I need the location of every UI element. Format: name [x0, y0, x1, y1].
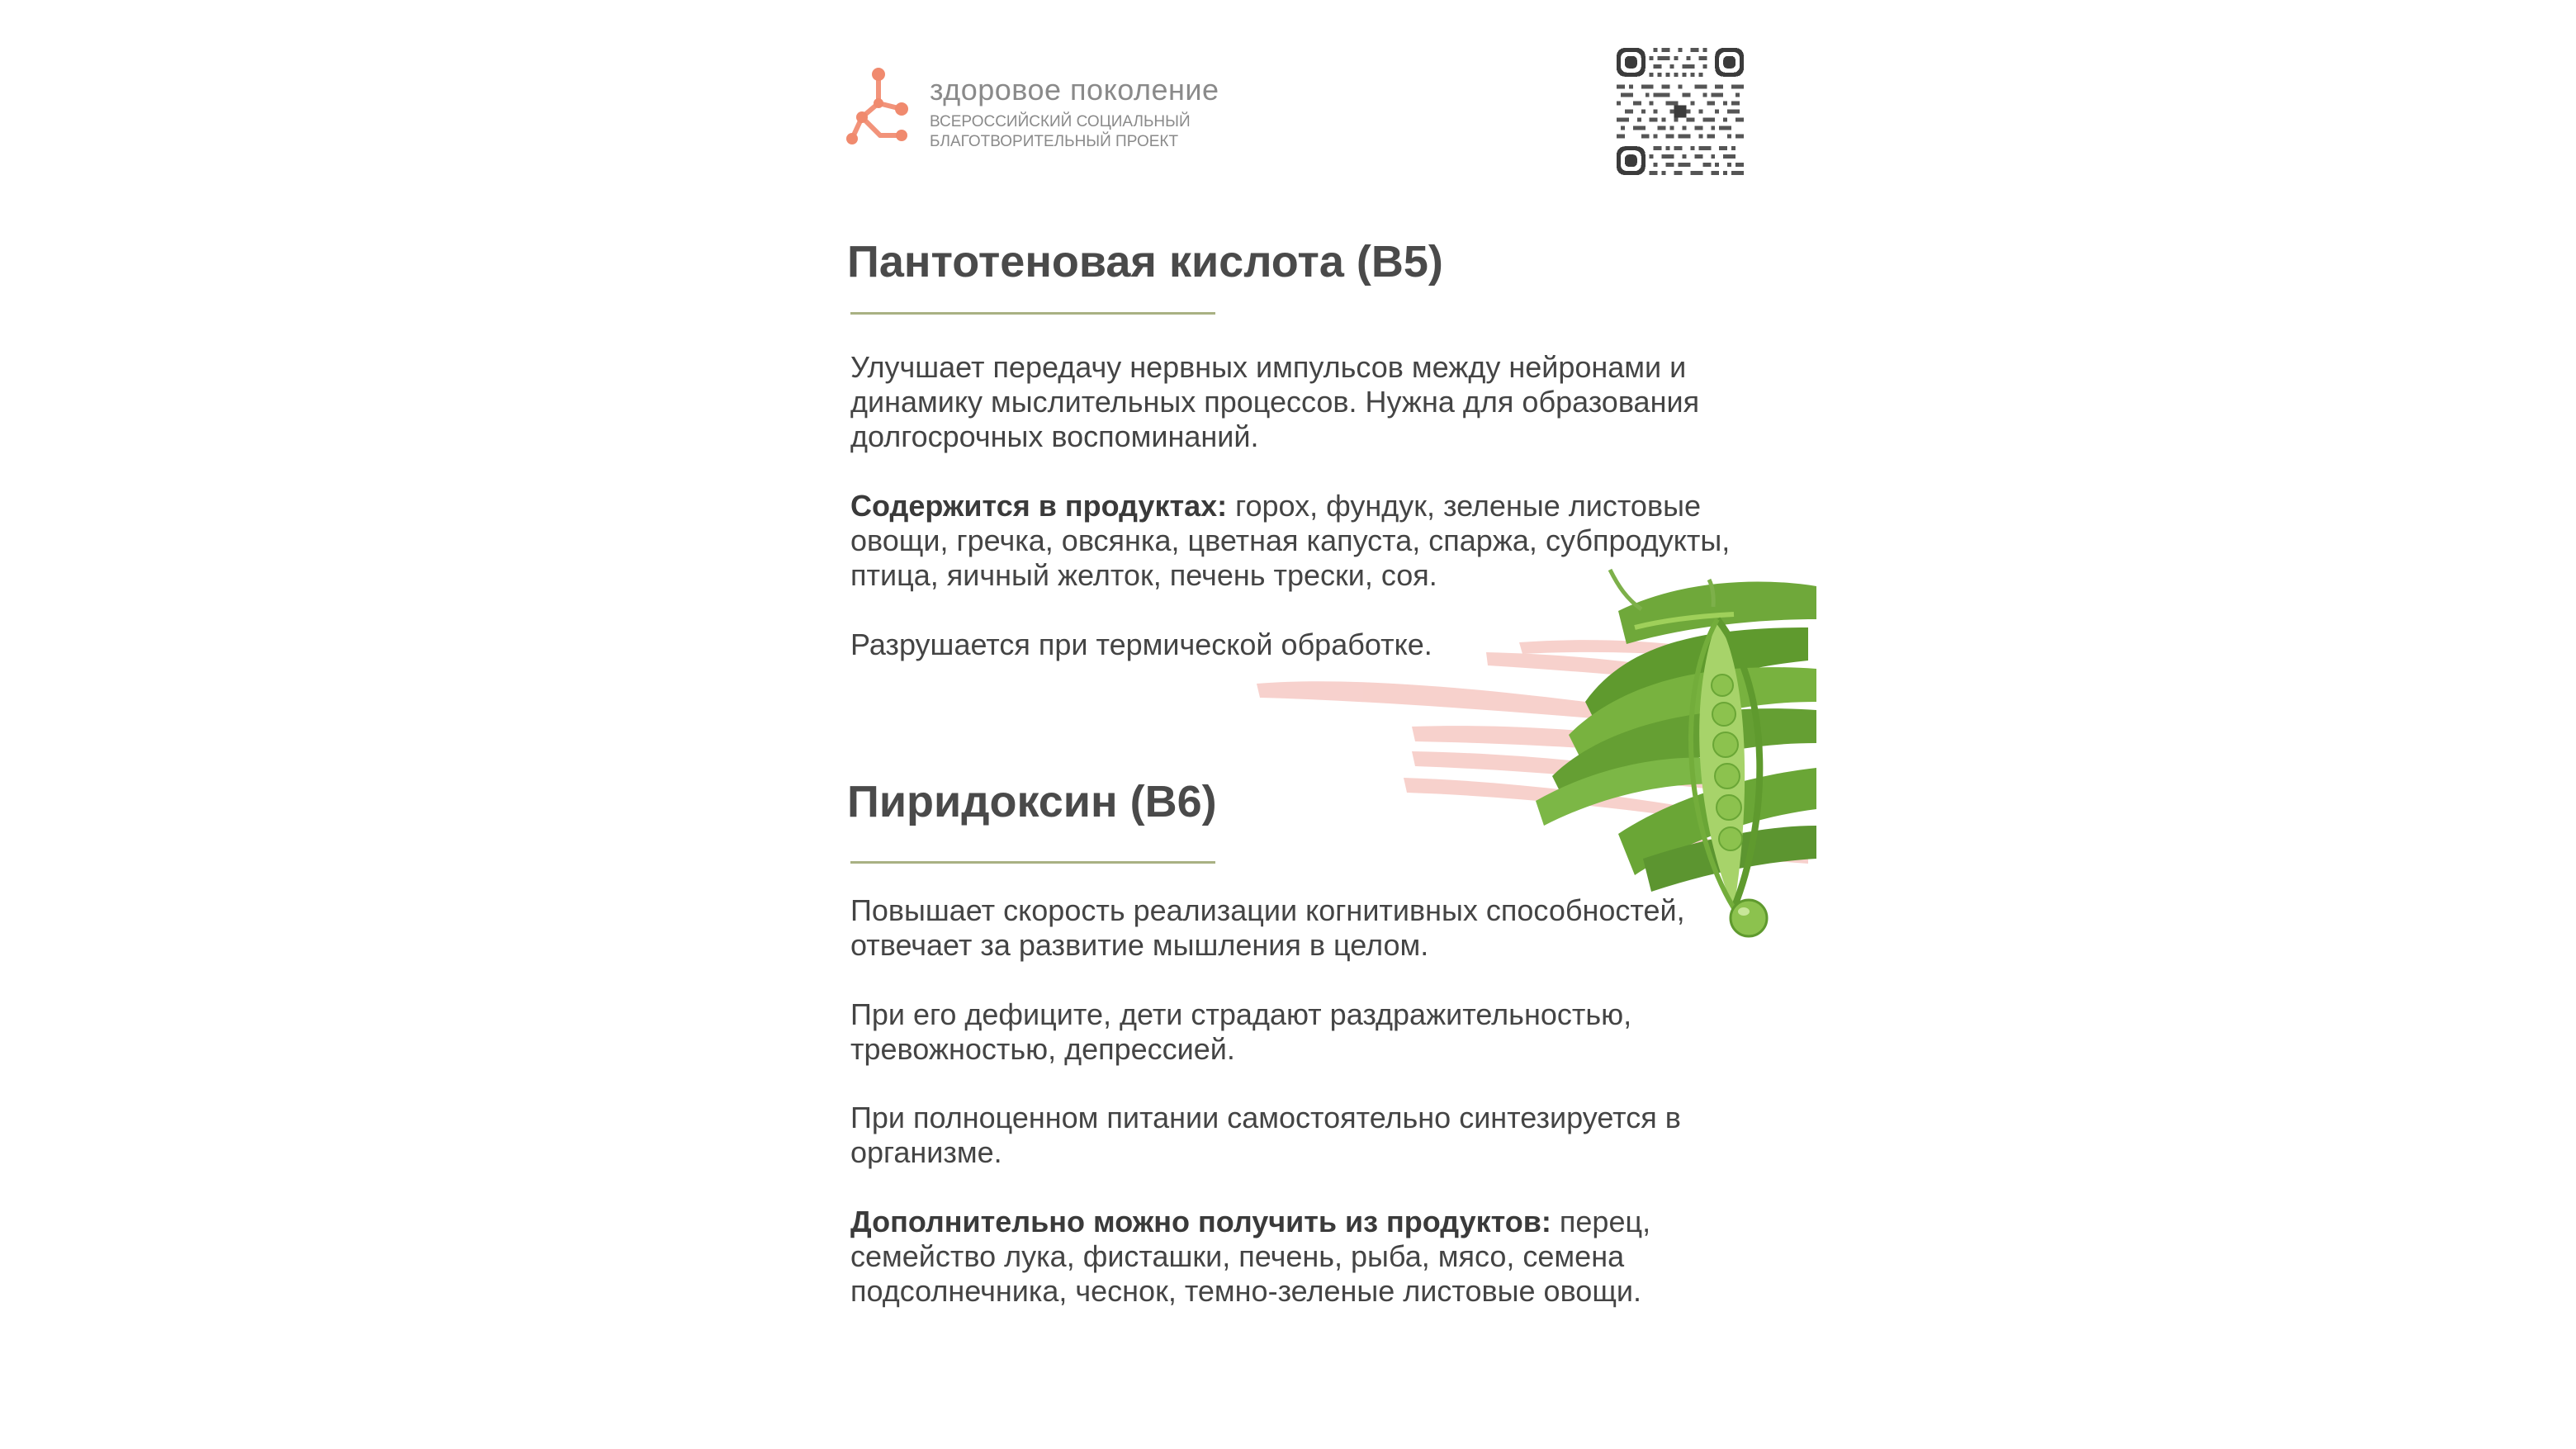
b5-paragraph-1: Улучшает передачу нервных импульсов между нейронами и динамику мыслительных процессов. Нужна для образования долгосрочных воспоминаний.: [850, 350, 1700, 453]
heading-b5: Пантотеновая кислота (B5): [847, 237, 1443, 286]
brand-subtitle: [930, 112, 1191, 152]
brand-logo-icon: [844, 66, 926, 149]
heading-rule-b6: [850, 861, 1215, 864]
qr-code-icon[interactable]: [1617, 48, 1744, 175]
b6-paragraph-2: При его дефиците, дети страдают раздражительностью, тревожностью, депрессией.: [850, 997, 1632, 1066]
heading-rule-b5: [850, 312, 1215, 315]
heading-b6: Пиридоксин (B6): [847, 777, 1217, 826]
b5-products-label: Содержится в продуктах:: [850, 489, 1228, 523]
b5-paragraph-3: Разрушается при термической обработке.: [850, 627, 1432, 661]
b6-paragraph-3: При полноценном питании самостоятельно синтезируется в организме.: [850, 1101, 1681, 1169]
brand-subtitle-line-1: ВСЕРОССИЙСКИЙ СОЦИАЛЬНЫЙ: [930, 113, 1191, 130]
brand-subtitle-line-2: БЛАГОТВОРИТЕЛЬНЫЙ ПРОЕКТ: [930, 133, 1179, 150]
b6-products-label: Дополнительно можно получить из продуктов:: [850, 1205, 1551, 1238]
pea-pods-image: [1238, 561, 1816, 949]
b6-paragraph-1: Повышает скорость реализации когнитивных способностей, отвечает за развитие мышления в целом.: [850, 893, 1685, 962]
b6-paragraph-products: [850, 1205, 1742, 1309]
b5-products-text: горох, фундук, зеленые листовые овощи, гречка, овсянка, цветная капуста, спаржа, субпродукты, птица, яичный желток, печень трески, соя.: [850, 489, 1731, 592]
b6-products-text: перец, семейство лука, фисташки, печень, рыба, мясо, семена подсолнечника, чеснок, темно-зеленые листовые овощи.: [850, 1205, 1651, 1308]
brand-name: здоровое поколение: [930, 73, 1219, 107]
